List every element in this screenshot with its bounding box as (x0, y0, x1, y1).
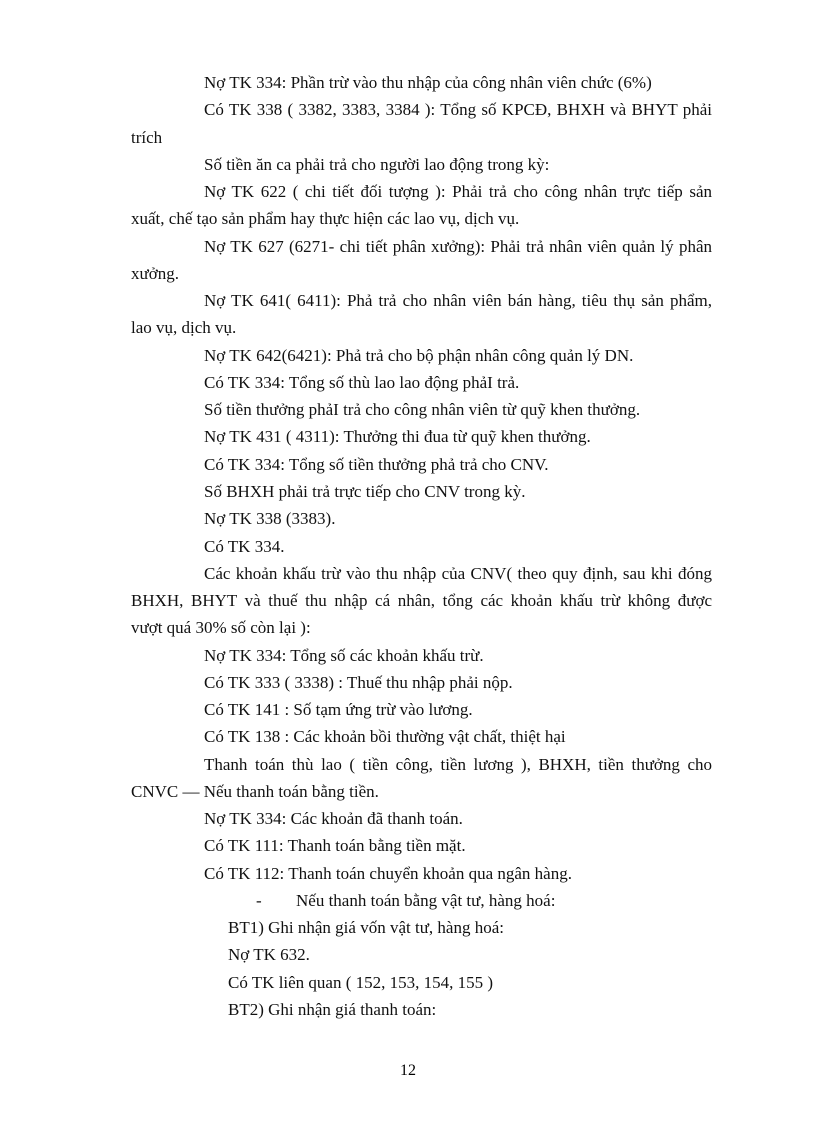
text-line: Có TK liên quan ( 152, 153, 154, 155 ) (228, 973, 494, 992)
text-line: Số BHXH phải trả trực tiếp cho CNV trong kỳ. (204, 482, 526, 501)
text-line: Nợ TK 338 (3383). (204, 509, 336, 528)
text-line: Nợ TK 632. (228, 945, 310, 964)
text-line: Có TK 141 : Số tạm ứng trừ vào lương. (204, 700, 473, 719)
text-line: Nếu thanh toán bằng vật tư, hàng hoá: (296, 891, 556, 910)
text-line: Nợ TK 641( 6411): Phả trả cho nhân viên bán hàng, tiêu thụ sản phẩm, (204, 291, 712, 310)
text-line: CNVC — Nếu thanh toán bằng tiền. (131, 782, 379, 801)
text-line: vượt quá 30% số còn lại ): (131, 618, 311, 637)
text-line: Có TK 111: Thanh toán bằng tiền mặt. (204, 836, 466, 855)
text-line: Có TK 138 : Các khoản bồi thường vật chất, thiệt hại (204, 727, 566, 746)
text-line: Có TK 334. (204, 537, 285, 556)
text-line: Có TK 333 ( 3338) : Thuế thu nhập phải nộp. (204, 673, 513, 692)
text-line: Nợ TK 334: Phần trừ vào thu nhập của công nhân viên chức (6%) (204, 73, 652, 92)
text-line: Các khoản khấu trừ vào thu nhập của CNV( theo quy định, sau khi đóng (204, 564, 712, 583)
text-line: Có TK 334: Tổng số tiền thưởng phả trả cho CNV. (204, 455, 549, 474)
text-line: Có TK 334: Tổng số thù lao lao động phảI trả. (204, 373, 520, 392)
text-line: Nợ TK 627 (6271- chi tiết phân xưởng): Phải trả nhân viên quản lý phân (204, 237, 712, 256)
text-line: Có TK 112: Thanh toán chuyển khoản qua ngân hàng. (204, 864, 572, 883)
text-line: Số tiền thưởng phảI trả cho công nhân viên từ quỹ khen thưởng. (204, 400, 641, 419)
text-line: xưởng. (131, 264, 179, 283)
text-line: lao vụ, dịch vụ. (131, 318, 237, 337)
text-line: Nợ TK 334: Các khoản đã thanh toán. (204, 809, 463, 828)
page-number: 12 (400, 1062, 416, 1079)
text-line: BT2) Ghi nhận giá thanh toán: (228, 1000, 437, 1019)
text-line: Nợ TK 642(6421): Phả trả cho bộ phận nhân công quản lý DN. (204, 346, 634, 365)
text-line: Nợ TK 334: Tổng số các khoản khấu trừ. (204, 646, 484, 665)
text-line: Nợ TK 431 ( 4311): Thưởng thi đua từ quỹ khen thưởng. (204, 427, 591, 446)
text-line: BHXH, BHYT và thuế thu nhập cá nhân, tổng các khoản khấu trừ không được (131, 591, 712, 610)
text-line: Nợ TK 622 ( chi tiết đối tượng ): Phải trả cho công nhân trực tiếp sản (204, 182, 712, 201)
text-line: trích (131, 128, 163, 147)
text-line: BT1) Ghi nhận giá vốn vật tư, hàng hoá: (228, 918, 504, 937)
text-line: xuất, chế tạo sản phẩm hay thực hiện các lao vụ, dịch vụ. (131, 209, 520, 228)
text-line: Thanh toán thù lao ( tiền công, tiền lương ), BHXH, tiền thưởng cho (204, 755, 712, 774)
list-bullet: - (256, 891, 262, 910)
text-line: Số tiền ăn ca phải trả cho người lao động trong kỳ: (204, 155, 550, 174)
text-line: Có TK 338 ( 3382, 3383, 3384 ): Tổng số KPCĐ, BHXH và BHYT phải (204, 100, 712, 119)
